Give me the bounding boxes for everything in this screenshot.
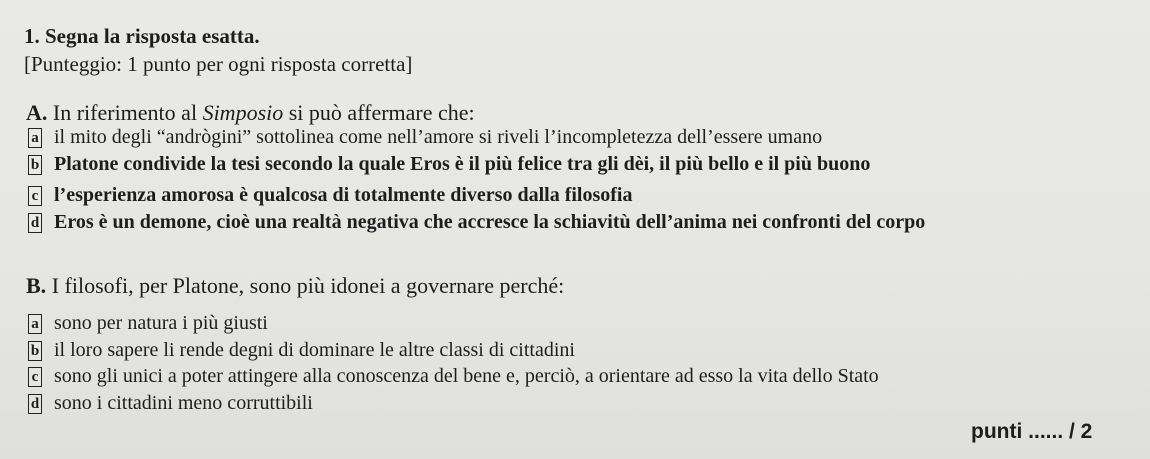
option-checkbox[interactable]: b — [28, 341, 42, 361]
question-a — [26, 101, 475, 125]
question-b-number: B. — [26, 273, 47, 298]
question-b-text: I filosofi, per Platone, sono più idonei a governare perché: — [51, 273, 565, 298]
option-text: l’esperienza amorosa è qualcosa di totalmente diverso dalla filosofia — [54, 184, 633, 206]
option-text: il loro sapere li rende degni di dominare le altre classi di cittadini — [54, 339, 575, 361]
scoring-note: [Punteggio: 1 punto per ogni risposta corretta] — [24, 52, 413, 76]
option-checkbox[interactable]: c — [28, 186, 42, 206]
points-score: punti ...... / 2 — [971, 420, 1093, 443]
question-b-option-a[interactable] — [28, 311, 268, 335]
option-checkbox[interactable]: b — [28, 155, 42, 175]
question-a-option-a[interactable] — [28, 125, 822, 149]
question-a-text: In riferimento al Simposio si può affermare che: — [52, 100, 475, 125]
option-checkbox[interactable]: d — [28, 394, 42, 414]
exercise-title: 1. Segna la risposta esatta. — [24, 24, 260, 48]
question-b — [26, 274, 564, 298]
question-b-option-c[interactable] — [28, 364, 879, 388]
question-b-option-d[interactable] — [28, 391, 313, 415]
option-text: sono i cittadini meno corruttibili — [54, 392, 313, 414]
option-text: il mito degli “andrògini” sottolinea come nell’amore si riveli l’incompletezza dell’essere umano — [54, 126, 823, 148]
option-checkbox[interactable]: a — [28, 128, 42, 148]
question-a-number: A. — [26, 100, 48, 125]
option-text: sono per natura i più giusti — [54, 312, 268, 334]
question-a-work-title: Simposio — [202, 100, 284, 125]
option-text: Eros è un demone, cioè una realtà negativa che accresce la schiavitù dell’anima nei confronti del corpo — [54, 211, 926, 233]
option-checkbox[interactable]: a — [28, 314, 42, 334]
option-checkbox[interactable]: d — [28, 213, 42, 233]
question-b-option-b[interactable] — [28, 338, 575, 362]
question-a-option-d[interactable] — [28, 210, 925, 234]
option-checkbox[interactable]: c — [28, 367, 42, 387]
question-a-option-c[interactable] — [28, 183, 632, 207]
option-text: sono gli unici a poter attingere alla conoscenza del bene e, perciò, a orientare ad esso la vita dello Stato — [54, 365, 879, 387]
option-text: Platone condivide la tesi secondo la quale Eros è il più felice tra gli dèi, il più bello e il più buono — [54, 153, 871, 175]
question-a-option-b[interactable] — [28, 152, 870, 176]
